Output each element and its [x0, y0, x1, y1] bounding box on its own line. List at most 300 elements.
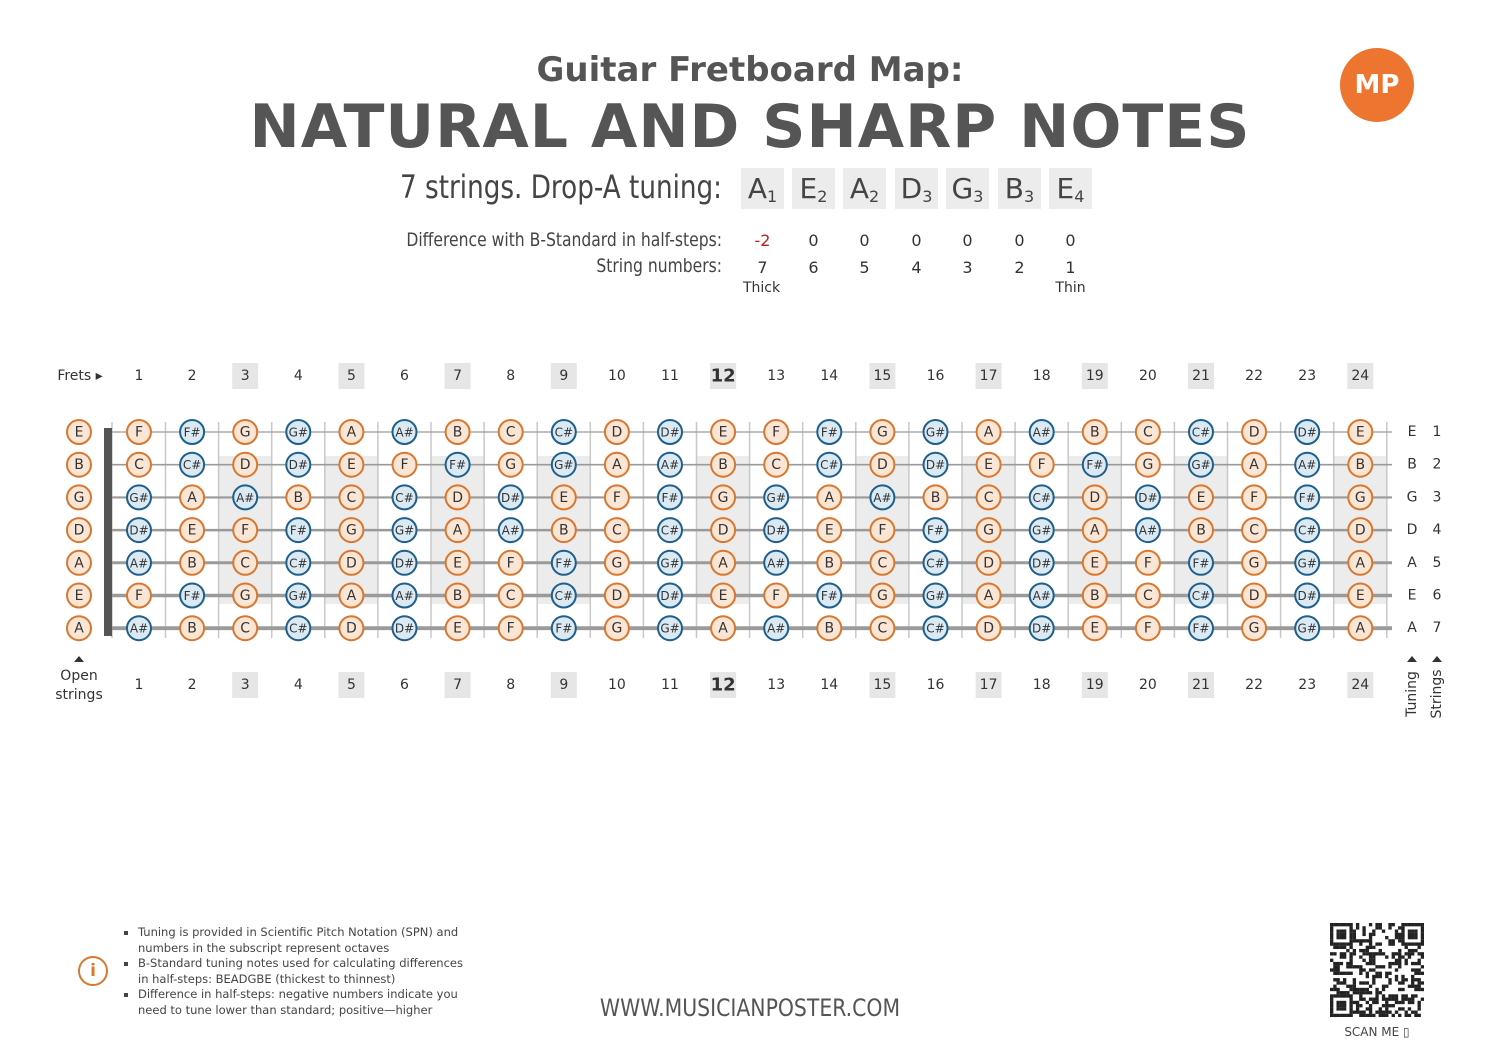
qr-module [1330, 1004, 1333, 1007]
qr-module [1330, 1007, 1333, 1010]
fret-note-label: E [453, 620, 463, 637]
fret-note-label: C# [1191, 425, 1211, 440]
qr-module [1336, 923, 1339, 926]
qr-module [1375, 926, 1378, 929]
fret-note-label: E [984, 457, 994, 474]
qr-module [1366, 1001, 1369, 1004]
qr-module [1414, 972, 1417, 975]
fret-number-bottom: 17 [979, 677, 998, 693]
qr-module [1414, 933, 1417, 936]
fret-note-label: G# [394, 523, 415, 538]
fret-number-top: 22 [1245, 368, 1264, 384]
fret-note-label: A [346, 588, 357, 604]
qr-module [1411, 968, 1414, 971]
qr-module [1385, 936, 1388, 939]
fret-note-label: G# [1191, 458, 1211, 473]
thick-label: Thick [742, 280, 781, 296]
qr-module [1369, 939, 1372, 942]
fret-note-label: B [824, 555, 835, 572]
qr-module [1421, 929, 1424, 932]
fret-number-top: 10 [607, 368, 626, 384]
fret-note-label: E [187, 522, 197, 539]
string-numbers-label: String numbers: [596, 255, 722, 277]
fret-number-bottom: 9 [559, 677, 569, 693]
fret-note-label: G# [129, 490, 149, 505]
qr-module [1330, 998, 1333, 1001]
open-string-note-label: E [74, 424, 84, 441]
right-tuning-note: B [1407, 456, 1417, 473]
qr-module [1366, 1007, 1369, 1010]
qr-module [1405, 923, 1408, 926]
fret-number-bottom: 12 [710, 674, 736, 696]
qr-module [1359, 968, 1362, 971]
qr-module [1369, 1011, 1372, 1014]
qr-module [1375, 998, 1378, 1001]
right-tuning-note: G [1406, 489, 1418, 506]
fret-note-label: G# [766, 490, 786, 505]
qr-module [1375, 923, 1378, 926]
qr-module [1349, 985, 1352, 988]
qr-module [1333, 985, 1336, 988]
qr-module [1395, 1001, 1398, 1004]
fret-number-bottom: 19 [1085, 677, 1104, 693]
fret-number-top: 1 [134, 368, 144, 384]
qr-module [1401, 926, 1404, 929]
fret-number-bottom: 23 [1298, 677, 1317, 693]
qr-module [1336, 1014, 1339, 1017]
qr-module [1362, 998, 1365, 1001]
fret-note-label: A [1090, 522, 1100, 539]
qr-module [1336, 991, 1339, 994]
tuning-note-letter: A [747, 172, 767, 205]
fret-number-top: 16 [926, 368, 945, 384]
fret-note-label: A [1355, 620, 1366, 637]
qr-module [1340, 929, 1343, 932]
qr-module [1414, 988, 1417, 991]
qr-module [1346, 923, 1349, 926]
tuning-note-letter: G [951, 172, 974, 205]
qr-module [1340, 933, 1343, 936]
fret-note-label: B [1089, 588, 1100, 604]
logo-badge: MP [1340, 48, 1414, 122]
qr-module [1349, 965, 1352, 968]
tuning-note-letter: E [1056, 172, 1075, 205]
qr-module [1408, 929, 1411, 932]
footnote-item: ▪ B-Standard tuning notes used for calculating differences in half-steps: BEADGBE (thickest to thinnest) [138, 956, 465, 987]
qr-module [1398, 959, 1401, 962]
fret-number-top: 19 [1085, 368, 1104, 384]
fret-note-label: F [134, 424, 144, 441]
fret-note-label: D [452, 489, 463, 506]
qr-module [1398, 955, 1401, 958]
fret-note-label: D# [1032, 556, 1052, 571]
qr-module [1421, 942, 1424, 945]
qr-module [1418, 981, 1421, 984]
fret-number-top: 11 [661, 368, 679, 384]
fret-note-label: F [134, 588, 144, 604]
tuning-note-octave: 3 [1024, 187, 1035, 206]
qr-module [1333, 994, 1336, 997]
fret-number-top: 13 [767, 368, 786, 384]
qr-module [1336, 968, 1339, 971]
scan-me-label: SCAN ME ▯ [1344, 1025, 1410, 1039]
qr-code-icon [1330, 923, 1424, 1017]
fret-note-label: A# [660, 458, 680, 473]
fret-number-top: 9 [559, 368, 569, 384]
qr-module [1411, 1011, 1414, 1014]
qr-module [1408, 985, 1411, 988]
qr-module [1408, 955, 1411, 958]
qr-module [1333, 946, 1336, 949]
fret-note-label: G# [1032, 523, 1052, 538]
qr-module [1353, 978, 1356, 981]
qr-module [1359, 994, 1362, 997]
qr-module [1356, 923, 1359, 926]
qr-module [1343, 942, 1346, 945]
qr-module [1395, 975, 1398, 978]
fret-note-label: C# [1032, 490, 1051, 505]
qr-module [1353, 1011, 1356, 1014]
qr-module [1340, 936, 1343, 939]
right-tuning-note: E [1407, 424, 1417, 440]
fret-number-bottom: 13 [767, 677, 786, 693]
qr-module [1411, 952, 1414, 955]
qr-module [1330, 923, 1333, 926]
fret-note-label: A# [1298, 458, 1317, 473]
qr-module [1359, 1014, 1362, 1017]
right-string-number: 6 [1432, 587, 1442, 604]
fret-note-label: D [611, 588, 623, 604]
fret-note-label: B [187, 620, 197, 637]
qr-module [1398, 949, 1401, 952]
qr-module [1362, 926, 1365, 929]
fret-number-top: 12 [710, 365, 736, 387]
fret-number-bottom: 20 [1138, 677, 1157, 693]
fret-note-label: F# [289, 523, 307, 538]
fret-note-label: C [505, 588, 516, 604]
qr-module [1421, 952, 1424, 955]
qr-module [1362, 939, 1365, 942]
qr-module [1418, 942, 1421, 945]
fret-note-label: F [612, 489, 621, 506]
qr-module [1356, 1001, 1359, 1004]
qr-module [1362, 1014, 1365, 1017]
qr-module [1418, 972, 1421, 975]
qr-module [1421, 981, 1424, 984]
fret-note-label: D [877, 457, 888, 474]
qr-module [1382, 952, 1385, 955]
qr-module [1343, 936, 1346, 939]
footnote-item: ▪ Difference in half-steps: negative numbers indicate you need to tune lower than standard; positive—higher [138, 987, 465, 1018]
qr-module [1349, 1007, 1352, 1010]
qr-module [1379, 965, 1382, 968]
fret-note-label: D [717, 522, 729, 539]
qr-module [1330, 1001, 1333, 1004]
right-string-number: 7 [1432, 620, 1442, 637]
qr-module [1375, 1001, 1378, 1004]
qr-module [1366, 949, 1369, 952]
fret-note-label: F [506, 620, 515, 637]
fret-note-label: F [1250, 489, 1259, 506]
qr-module [1362, 988, 1365, 991]
string-number-value: 1 [1065, 258, 1076, 277]
qr-module [1414, 923, 1417, 926]
qr-module [1356, 1004, 1359, 1007]
fret-note-label: D [1354, 522, 1366, 539]
fret-note-label: F# [661, 490, 679, 505]
tuning-note-octave: 2 [817, 187, 828, 206]
fret-number-bottom: 8 [506, 677, 516, 693]
qr-module [1359, 1011, 1362, 1014]
qr-module [1385, 1014, 1388, 1017]
fret-note-label: G [239, 588, 251, 604]
difference-value: 0 [962, 231, 973, 250]
fret-note-label: A [983, 588, 994, 604]
open-string-note-label: E [74, 588, 84, 604]
qr-module [1401, 981, 1404, 984]
qr-module [1336, 936, 1339, 939]
qr-module [1369, 968, 1372, 971]
fret-note-label: F [506, 555, 515, 572]
fret-note-label: G [611, 555, 623, 572]
fret-number-top: 5 [346, 368, 356, 384]
qr-module [1349, 946, 1352, 949]
qr-module [1343, 955, 1346, 958]
qr-module [1421, 998, 1424, 1001]
qr-module [1353, 988, 1356, 991]
qr-module [1343, 923, 1346, 926]
fret-note-label: D [1248, 424, 1260, 441]
fret-note-label: F [400, 457, 409, 474]
qr-module [1414, 942, 1417, 945]
fret-note-label: C# [926, 621, 945, 636]
fret-note-label: D# [660, 425, 680, 440]
qr-module [1405, 978, 1408, 981]
fret-note-label: C# [1191, 589, 1211, 603]
qr-module [1405, 942, 1408, 945]
qr-module [1336, 1004, 1339, 1007]
fret-note-label: G [876, 588, 888, 604]
fret-number-top: 23 [1298, 368, 1317, 384]
qr-module [1392, 1014, 1395, 1017]
fret-number-top: 4 [293, 368, 303, 384]
title-line1: Guitar Fretboard Map: [536, 50, 964, 90]
fret-note-label: D# [766, 523, 786, 538]
fret-number-top: 2 [187, 368, 197, 384]
string-number-value: 4 [911, 258, 922, 277]
qr-module [1333, 923, 1336, 926]
qr-module [1395, 936, 1398, 939]
fret-note-label: F [1037, 457, 1046, 474]
fret-note-label: A [187, 489, 197, 506]
fret-note-label: G# [554, 458, 574, 473]
qr-module [1349, 1004, 1352, 1007]
qr-module [1414, 968, 1417, 971]
qr-module [1340, 981, 1343, 984]
qr-module [1408, 933, 1411, 936]
qr-module [1366, 946, 1369, 949]
fret-note-label: C [877, 620, 888, 637]
fret-note-label: E [453, 555, 463, 572]
fret-note-label: D# [288, 458, 308, 473]
qr-module [1340, 1004, 1343, 1007]
qr-module [1382, 1014, 1385, 1017]
fret-note-label: A# [236, 490, 255, 505]
qr-module [1366, 975, 1369, 978]
qr-module [1375, 988, 1378, 991]
fret-note-label: D# [925, 458, 946, 473]
qr-module [1418, 923, 1421, 926]
qr-module [1411, 942, 1414, 945]
qr-module [1349, 923, 1352, 926]
nut [104, 428, 112, 636]
qr-module [1359, 991, 1362, 994]
qr-module [1401, 1001, 1404, 1004]
qr-module [1398, 933, 1401, 936]
fret-note-label: A# [395, 589, 414, 603]
qr-module [1333, 972, 1336, 975]
tuning-note-letter: B [1004, 172, 1025, 205]
fret-note-label: E [718, 588, 728, 604]
qr-module [1349, 998, 1352, 1001]
qr-module [1388, 965, 1391, 968]
qr-module [1356, 926, 1359, 929]
qr-module [1398, 952, 1401, 955]
qr-module [1343, 1004, 1346, 1007]
fret-note-label: C# [820, 458, 839, 473]
qr-module [1379, 952, 1382, 955]
qr-module [1359, 972, 1362, 975]
qr-module [1336, 981, 1339, 984]
qr-module [1398, 1014, 1401, 1017]
open-string-note-label: D [73, 522, 85, 539]
fret-number-bottom: 2 [187, 677, 197, 693]
qr-module [1382, 988, 1385, 991]
open-string-note-label: A [74, 620, 84, 637]
qr-module [1385, 975, 1388, 978]
right-string-number: 1 [1432, 424, 1442, 440]
qr-module [1336, 929, 1339, 932]
qr-module [1388, 962, 1391, 965]
right-string-number: 3 [1432, 489, 1442, 506]
qr-module [1405, 1011, 1408, 1014]
qr-module [1379, 975, 1382, 978]
qr-module [1369, 991, 1372, 994]
qr-module [1336, 994, 1339, 997]
qr-module [1379, 949, 1382, 952]
qr-module [1385, 972, 1388, 975]
fret-note-label: D# [394, 621, 415, 636]
qr-module [1346, 991, 1349, 994]
info-icon: i [78, 956, 108, 986]
qr-module [1362, 952, 1365, 955]
qr-module [1340, 1001, 1343, 1004]
qr-module [1395, 994, 1398, 997]
qr-module [1333, 978, 1336, 981]
qr-module [1382, 965, 1385, 968]
qr-module [1369, 959, 1372, 962]
fret-note-label: C# [660, 523, 680, 538]
qr-module [1385, 1007, 1388, 1010]
qr-module [1369, 1007, 1372, 1010]
fret-note-label: D [346, 555, 357, 572]
qr-module [1356, 965, 1359, 968]
qr-module [1349, 929, 1352, 932]
qr-module [1375, 952, 1378, 955]
qr-module [1372, 955, 1375, 958]
qr-module [1385, 1001, 1388, 1004]
fret-note-label: F# [555, 556, 573, 571]
fret-note-label: F# [1086, 458, 1104, 473]
qr-module [1395, 962, 1398, 965]
tuning-note-octave: 3 [973, 187, 984, 206]
qr-module [1379, 1014, 1382, 1017]
fret-note-label: F [878, 522, 887, 539]
difference-value: 0 [808, 231, 819, 250]
qr-module [1395, 1011, 1398, 1014]
qr-module [1411, 949, 1414, 952]
qr-module [1414, 962, 1417, 965]
qr-module [1392, 939, 1395, 942]
qr-module [1333, 988, 1336, 991]
qr-module [1372, 998, 1375, 1001]
difference-value: 0 [1014, 231, 1025, 250]
fret-note-label: B [293, 489, 304, 506]
fret-note-label: D [983, 620, 994, 637]
qr-module [1398, 988, 1401, 991]
qr-module [1408, 952, 1411, 955]
qr-module [1418, 968, 1421, 971]
qr-module [1388, 923, 1391, 926]
qr-module [1385, 998, 1388, 1001]
fret-note-label: E [824, 522, 834, 539]
qr-module [1398, 939, 1401, 942]
qr-module [1343, 1014, 1346, 1017]
qr-module [1362, 991, 1365, 994]
fret-number-top: 15 [873, 368, 892, 384]
fret-note-label: C# [289, 621, 308, 636]
qr-module [1330, 994, 1333, 997]
fret-note-label: C [983, 489, 994, 506]
qr-module [1353, 981, 1356, 984]
fret-number-bottom: 6 [400, 677, 409, 693]
website-url: WWW.MUSICIANPOSTER.COM [599, 994, 901, 1022]
fret-note-label: C [134, 457, 144, 474]
qr-module [1411, 998, 1414, 1001]
qr-module [1359, 965, 1362, 968]
fret-note-label: D [346, 620, 357, 637]
qr-module [1336, 988, 1339, 991]
qr-module [1398, 981, 1401, 984]
qr-module [1340, 962, 1343, 965]
qr-module [1356, 1007, 1359, 1010]
qr-module [1359, 949, 1362, 952]
tuning-note-octave: 4 [1074, 187, 1085, 206]
fret-note-label: A [1355, 555, 1366, 572]
qr-module [1401, 942, 1404, 945]
qr-module [1362, 968, 1365, 971]
fret-note-label: F# [1192, 556, 1210, 571]
fret-note-label: A [824, 489, 835, 506]
qr-module [1346, 949, 1349, 952]
strings-arrow-icon [1432, 656, 1442, 662]
fret-note-label: D [611, 424, 623, 441]
qr-module [1366, 952, 1369, 955]
qr-module [1418, 946, 1421, 949]
qr-module [1343, 981, 1346, 984]
open-strings-arrow-icon [74, 656, 84, 662]
qr-module [1388, 998, 1391, 1001]
